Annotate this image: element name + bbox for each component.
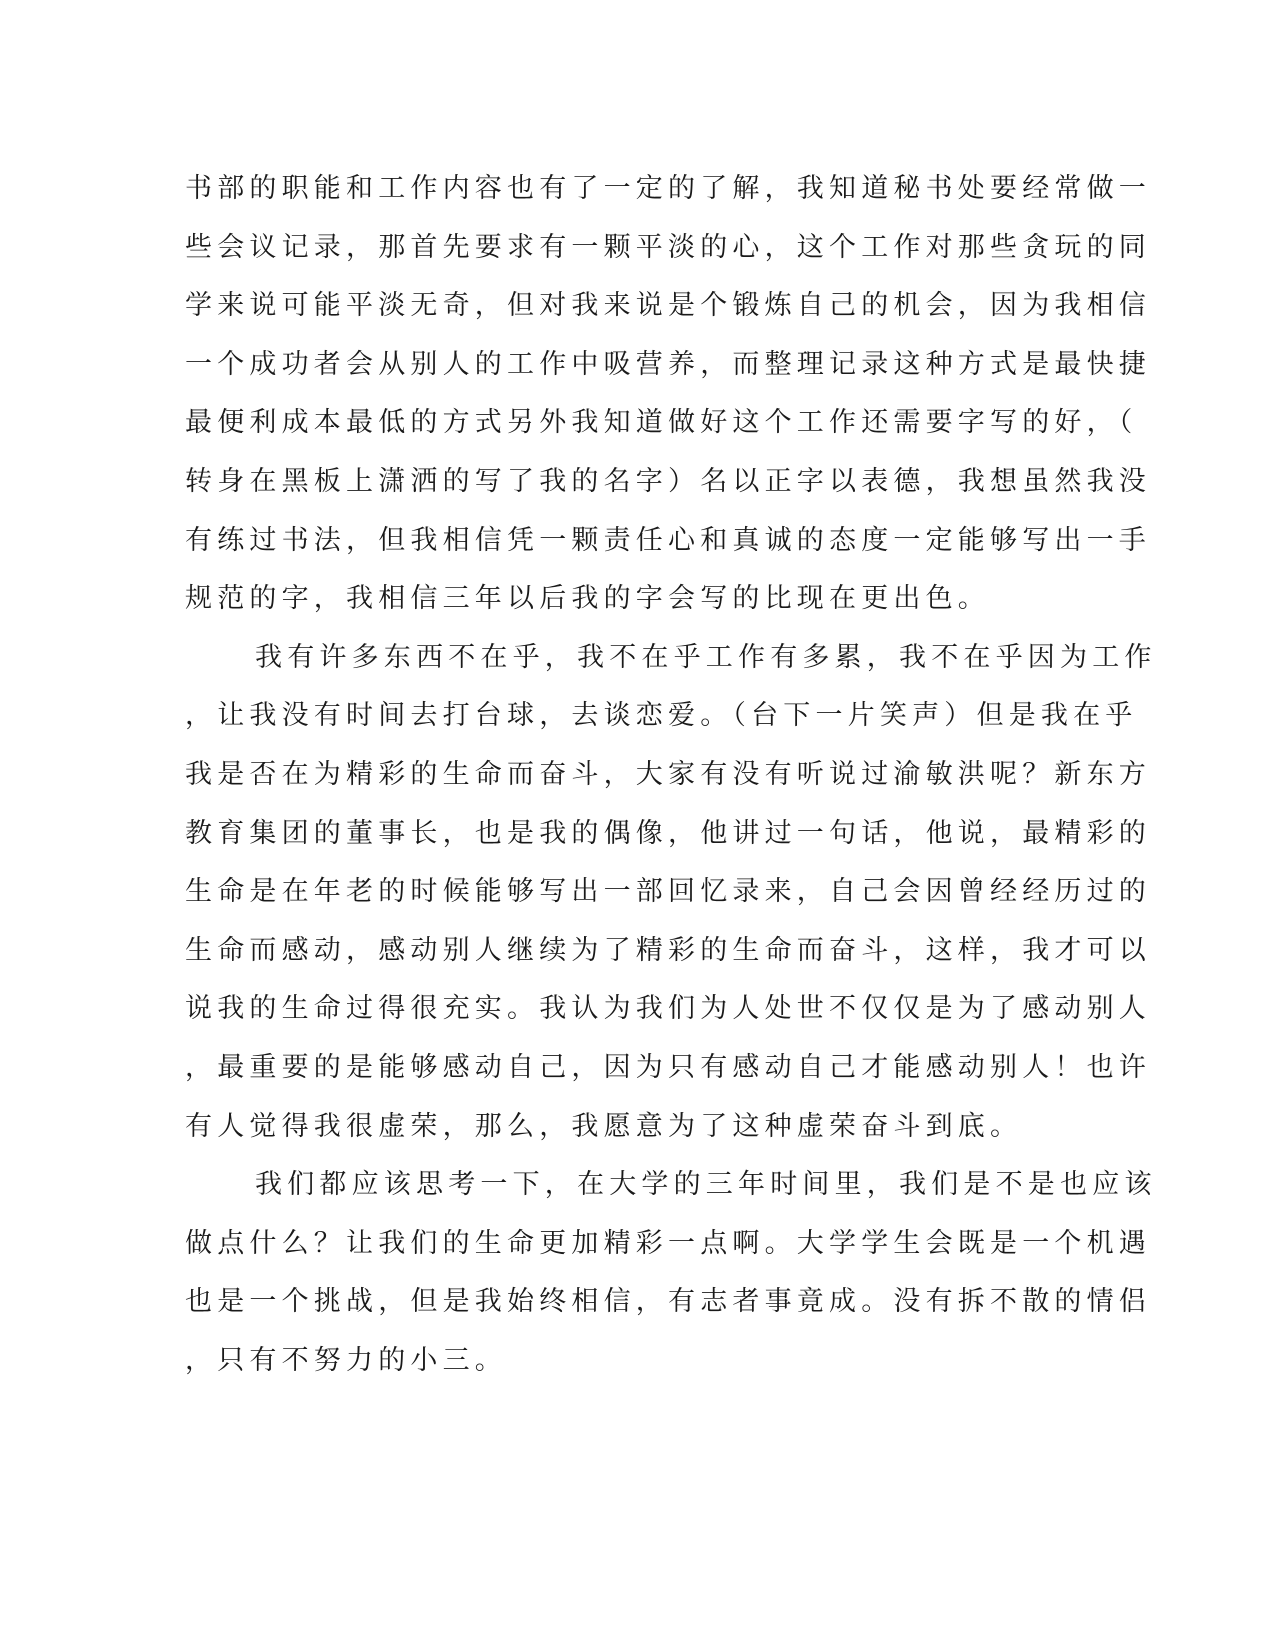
text-line: 最便利成本最低的方式另外我知道做好这个工作还需要字写的好，（ <box>185 407 1138 439</box>
text-line: 些会议记录，那首先要求有一颗平淡的心，这个工作对那些贪玩的同 <box>185 231 1151 263</box>
text-line: 做点什么？让我们的生命更加精彩一点啊。大学学生会既是一个机遇 <box>185 1227 1151 1259</box>
text-line: 书部的职能和工作内容也有了一定的了解，我知道秘书处要经常做一 <box>185 173 1151 204</box>
text-line: 一个成功者会从别人的工作中吸营养，而整理记录这种方式是最快捷 <box>185 348 1151 380</box>
text-line: ，最重要的是能够感动自己，因为只有感动自己才能感动别人！也许 <box>185 1051 1151 1083</box>
text-line: 学来说可能平淡无奇，但对我来说是个锻炼自己的机会，因为我相信 <box>185 290 1151 322</box>
text-line: ，只有不努力的小三。 <box>185 1344 507 1376</box>
text-line: 有练过书法，但我相信凭一颗责任心和真诚的态度一定能够写出一手 <box>185 524 1151 556</box>
text-line: 也是一个挑战，但是我始终相信，有志者事竟成。没有拆不散的情侣 <box>185 1286 1151 1318</box>
paragraph-start-line: 我有许多东西不在乎，我不在乎工作有多累，我不在乎因为工作 <box>255 641 1157 673</box>
text-line: 教育集团的董事长，也是我的偶像，他讲过一句话，他说，最精彩的 <box>185 817 1151 849</box>
paragraph-start-line: 我们都应该思考一下，在大学的三年时间里，我们是不是也应该 <box>255 1169 1157 1201</box>
text-line: 规范的字，我相信三年以后我的字会写的比现在更出色。 <box>185 583 990 615</box>
text-line: ，让我没有时间去打台球，去谈恋爱。（台下一片笑声）但是我在乎 <box>185 700 1138 732</box>
body-text <box>185 160 1157 1390</box>
text-line: 生命是在年老的时候能够写出一部回忆录来，自己会因曾经经历过的 <box>185 876 1151 908</box>
text-line: 转身在黑板上潇洒的写了我的名字）名以正字以表德，我想虽然我没 <box>185 465 1151 497</box>
text-line: 有人觉得我很虚荣，那么，我愿意为了这种虚荣奋斗到底。 <box>185 1110 1023 1142</box>
text-line: 生命而感动，感动别人继续为了精彩的生命而奋斗，这样，我才可以 <box>185 934 1151 966</box>
text-line: 我是否在为精彩的生命而奋斗，大家有没有听说过渝敏洪呢？新东方 <box>185 758 1151 790</box>
text-line: 说我的生命过得很充实。我认为我们为人处世不仅仅是为了感动别人 <box>185 993 1151 1025</box>
